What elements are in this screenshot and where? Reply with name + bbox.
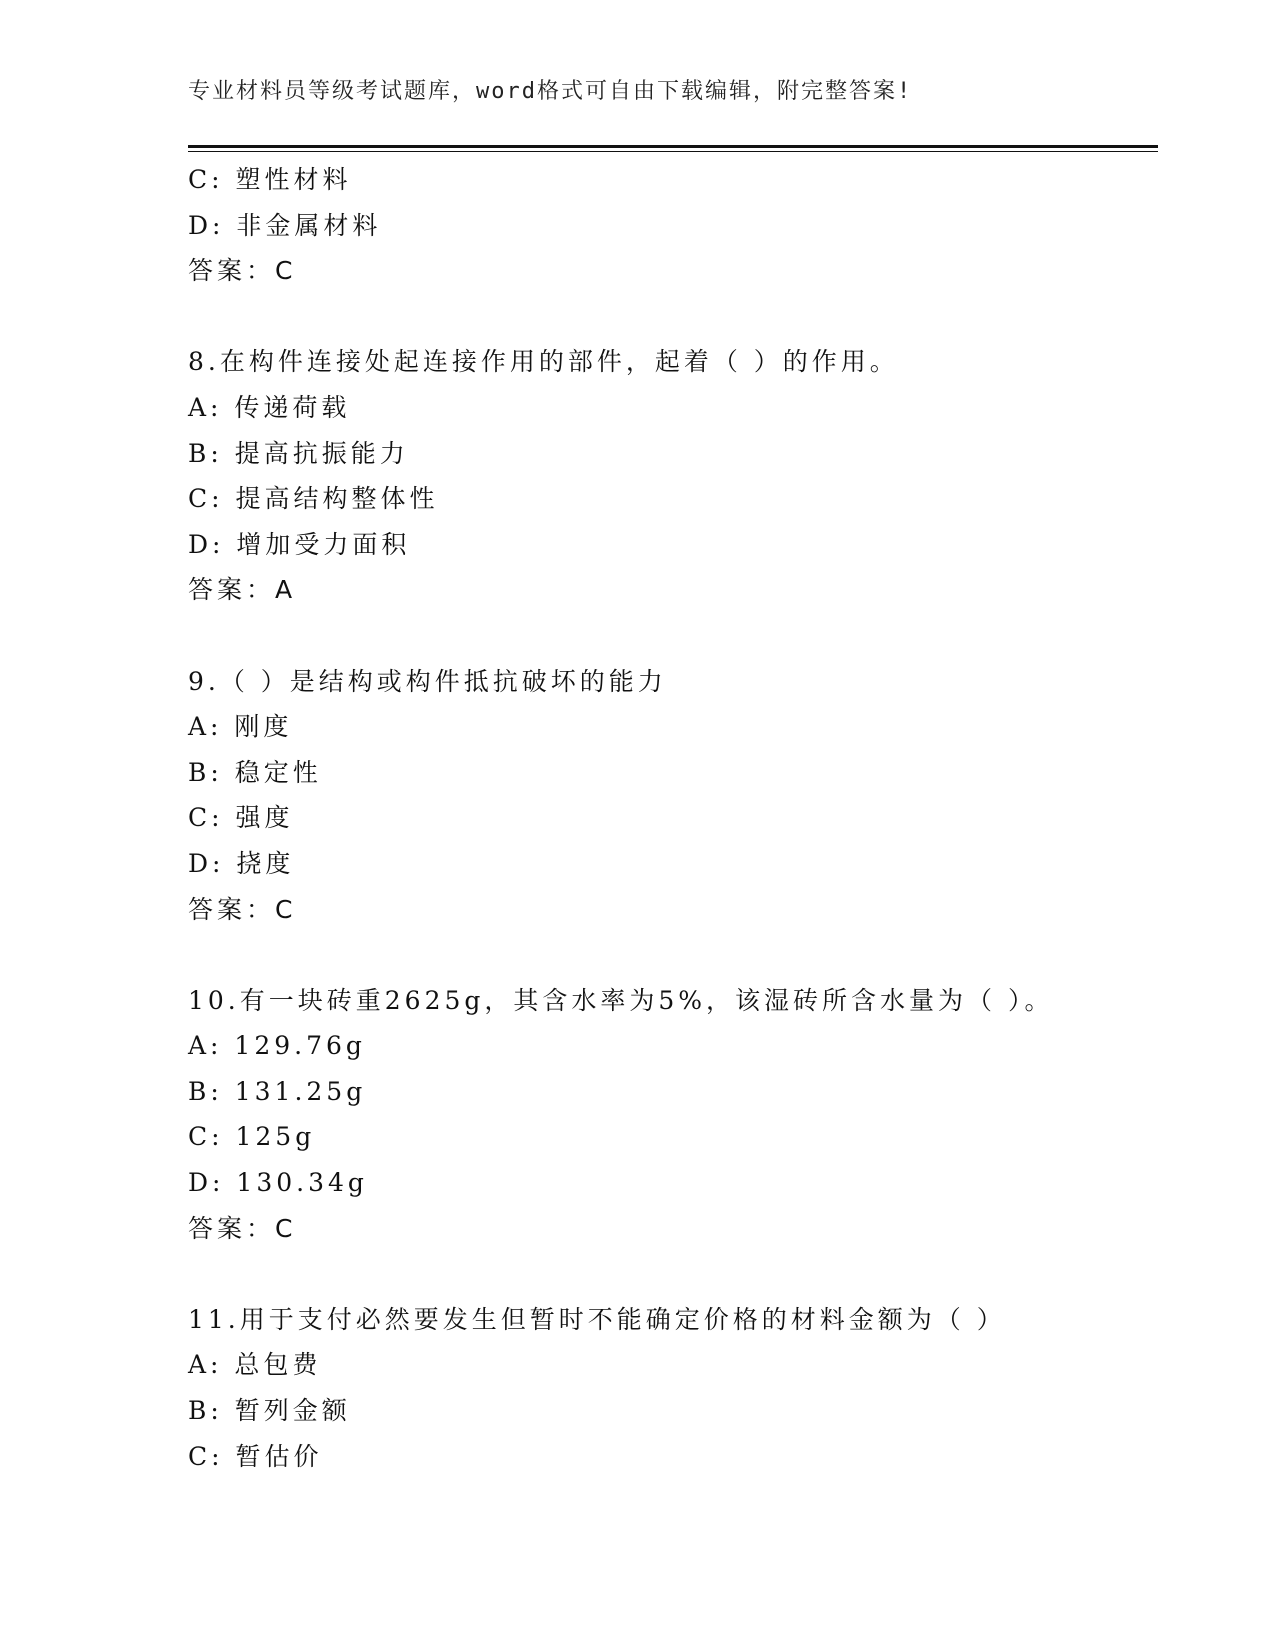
question-9: 9.（ ）是结构或构件抵抗破坏的能力 — [188, 666, 667, 696]
option-c: C: 强度 — [188, 803, 294, 833]
option-a: A: 总包费 — [188, 1350, 322, 1380]
option-b: B: 稳定性 — [188, 757, 322, 787]
option-d: D: 挠度 — [188, 848, 295, 878]
page-header: 专业材料员等级考试题库，word格式可自由下载编辑，附完整答案! — [188, 79, 913, 104]
option-a: A: 传递荷载 — [188, 392, 351, 422]
answer: 答案：C — [188, 1213, 297, 1243]
question-list — [188, 157, 1148, 1479]
option-b: B: 提高抗振能力 — [188, 438, 409, 468]
answer: 答案：C — [188, 894, 297, 924]
option-b: B: 暂列金额 — [188, 1396, 351, 1426]
option-d: D: 非金属材料 — [188, 210, 382, 240]
answer: 答案：C — [188, 256, 297, 286]
option-c: C: 塑性材料 — [188, 165, 352, 194]
header-rule-thick — [188, 145, 1158, 148]
answer: 答案：A — [188, 575, 297, 605]
question-10: 10.有一块砖重2625g，其含水率为5%，该湿砖所含水量为（ ）。 — [188, 985, 1054, 1015]
option-a: A: 129.76g — [188, 1031, 366, 1061]
question-8: 8.在构件连接处起连接作用的部件，起着（ ）的作用。 — [188, 347, 899, 377]
option-d: D: 130.34g — [188, 1168, 368, 1198]
option-c: C: 暂估价 — [188, 1441, 323, 1471]
option-c: C: 125g — [188, 1122, 316, 1152]
option-b: B: 131.25g — [188, 1076, 367, 1106]
header-rule-thin — [188, 151, 1158, 152]
option-c: C: 提高结构整体性 — [188, 484, 439, 514]
option-a: A: 刚度 — [188, 712, 293, 742]
option-d: D: 增加受力面积 — [188, 529, 411, 559]
question-11: 11.用于支付必然要发生但暂时不能确定价格的材料金额为（ ） — [188, 1304, 1006, 1334]
